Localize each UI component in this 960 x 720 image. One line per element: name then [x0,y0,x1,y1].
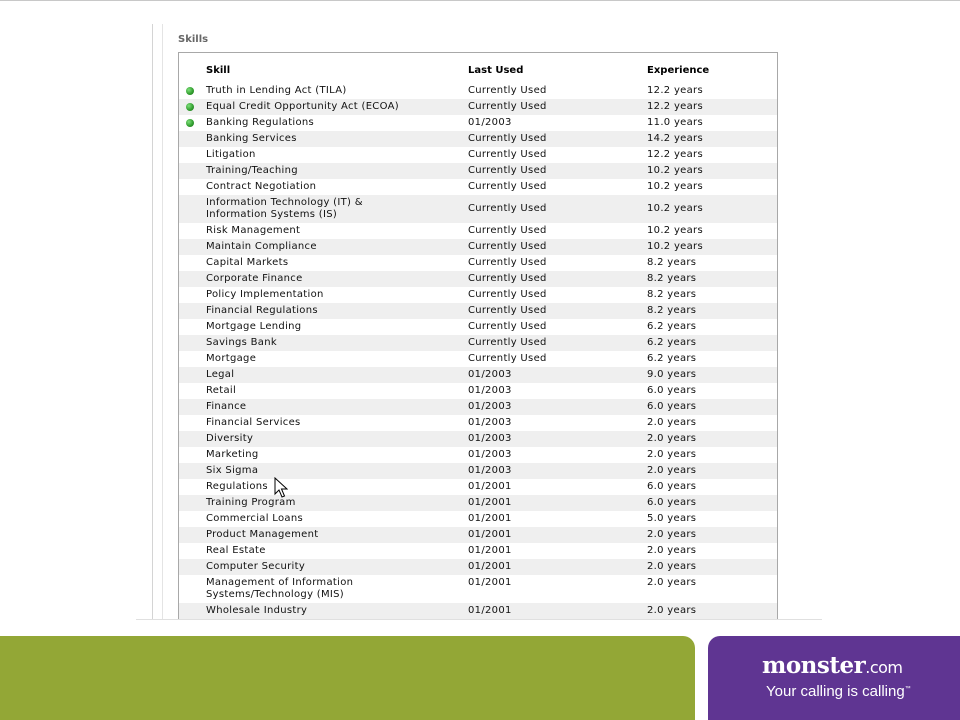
table-row [179,575,777,603]
skill-cell: Product Management [206,529,319,540]
last-used-cell: 01/2003 [468,417,512,428]
skill-cell: Diversity [206,433,254,444]
experience-cell: 6.0 years [647,497,697,508]
table-row [179,399,777,415]
frame-top-line [0,0,960,1]
experience-cell: 6.0 years [647,401,697,412]
table-row [179,99,777,115]
experience-cell: 5.0 years [647,513,697,524]
table-row [179,367,777,383]
experience-cell: 6.2 years [647,353,697,364]
table-row [179,351,777,367]
last-used-cell: Currently Used [468,133,547,144]
table-row [179,195,777,223]
skill-cell: Banking Regulations [206,117,315,128]
table-row [179,319,777,335]
table-row [179,479,777,495]
experience-cell: 9.0 years [647,369,697,380]
experience-cell: 10.2 years [647,181,703,192]
skill-cell: Retail [206,385,237,396]
last-used-cell: 01/2001 [468,605,512,616]
experience-cell: 11.0 years [647,117,703,128]
last-used-cell: Currently Used [468,203,547,214]
experience-cell: 8.2 years [647,257,697,268]
mouse-pointer-icon [274,477,288,499]
section-title: Skills [178,34,209,45]
experience-cell: 6.2 years [647,337,697,348]
last-used-cell: Currently Used [468,289,547,300]
skill-cell: Mortgage [206,353,257,364]
table-row [179,163,777,179]
skill-cell: Wholesale Industry [206,605,308,616]
table-row [179,255,777,271]
skill-cell: Banking Services [206,133,297,144]
last-used-cell: Currently Used [468,241,547,252]
experience-cell: 2.0 years [647,529,697,540]
monster-logo [762,652,903,679]
last-used-cell: Currently Used [468,101,547,112]
last-used-cell: Currently Used [468,165,547,176]
trademark-mark: ™ [904,686,911,692]
last-used-cell: 01/2003 [468,465,512,476]
experience-cell: 8.2 years [647,305,697,316]
page-left-rule [152,24,153,620]
last-used-cell: 01/2003 [468,117,512,128]
table-row [179,511,777,527]
table-row [179,115,777,131]
page-bottom-rule [136,619,822,620]
last-used-cell: 01/2001 [468,561,512,572]
experience-cell: 2.0 years [647,545,697,556]
last-used-cell: 01/2003 [468,449,512,460]
experience-cell: 10.2 years [647,203,703,214]
green-dot-icon [186,87,194,95]
last-used-cell: Currently Used [468,181,547,192]
skill-cell: Real Estate [206,545,266,556]
skill-cell: Financial Services [206,417,301,428]
table-row [179,447,777,463]
experience-cell: 14.2 years [647,133,703,144]
table-row [179,147,777,163]
table-row [179,463,777,479]
green-dot-icon [186,119,194,127]
skill-cell: Legal [206,369,235,380]
table-row [179,603,777,619]
experience-cell: 8.2 years [647,289,697,300]
experience-cell: 6.0 years [647,481,697,492]
table-row [179,239,777,255]
skill-cell: Equal Credit Opportunity Act (ECOA) [206,101,399,112]
page-left-rule-inner [162,24,163,620]
last-used-cell: 01/2003 [468,401,512,412]
brand-tagline [766,683,911,700]
last-used-cell: Currently Used [468,149,547,160]
experience-cell: 6.2 years [647,321,697,332]
experience-cell: 2.0 years [647,417,697,428]
skill-cell: Litigation [206,149,256,160]
skill-cell: Corporate Finance [206,273,303,284]
table-row [179,415,777,431]
last-used-cell: Currently Used [468,273,547,284]
last-used-cell: 01/2003 [468,385,512,396]
tagline-text: Your calling is calling [766,683,905,700]
last-used-cell: 01/2001 [468,481,512,492]
last-used-cell: 01/2003 [468,433,512,444]
last-used-cell: Currently Used [468,225,547,236]
skill-cell: Computer Security [206,561,306,572]
table-row [179,495,777,511]
last-used-cell: Currently Used [468,305,547,316]
table-body [179,83,777,619]
skill-cell: Capital Markets [206,257,289,268]
logo-wordmark: monster [762,652,866,679]
skill-cell: Truth in Lending Act (TILA) [206,85,347,96]
skill-cell: Contract Negotiation [206,181,317,192]
table-row [179,271,777,287]
skill-cell: Training Program [206,497,296,508]
table-row [179,527,777,543]
table-row [179,303,777,319]
skill-cell: Mortgage Lending [206,321,302,332]
experience-cell: 12.2 years [647,101,703,112]
last-used-cell: 01/2001 [468,529,512,540]
experience-cell: 12.2 years [647,85,703,96]
last-used-cell: Currently Used [468,353,547,364]
skill-cell: Financial Regulations [206,305,318,316]
last-used-cell: 01/2001 [468,513,512,524]
table-row [179,223,777,239]
skills-table [178,52,778,619]
last-used-cell: Currently Used [468,321,547,332]
header-skill: Skill [206,65,231,76]
last-used-cell: Currently Used [468,257,547,268]
skill-cell: Policy Implementation [206,289,324,300]
table-row [179,335,777,351]
table-row [179,131,777,147]
last-used-cell: Currently Used [468,337,547,348]
skill-cell: Finance [206,401,247,412]
table-row [179,383,777,399]
experience-cell: 2.0 years [647,465,697,476]
skill-cell: Savings Bank [206,337,277,348]
experience-cell: 2.0 years [647,433,697,444]
skill-cell: Six Sigma [206,465,259,476]
skill-cell: Information Technology (IT) & Information Systems (IS) [206,197,363,220]
table-row [179,543,777,559]
skill-cell: Commercial Loans [206,513,303,524]
footer-brand-panel [708,636,960,720]
experience-cell: 2.0 years [647,449,697,460]
skill-cell: Management of Information Systems/Technology (MIS) [206,577,354,600]
header-experience: Experience [647,65,710,76]
experience-cell: 10.2 years [647,241,703,252]
last-used-cell: Currently Used [468,85,547,96]
skill-cell: Risk Management [206,225,301,236]
footer-green-bar [0,636,695,720]
experience-cell: 8.2 years [647,273,697,284]
skill-cell: Regulations [206,481,268,492]
last-used-cell: 01/2003 [468,369,512,380]
experience-cell: 6.0 years [647,385,697,396]
table-row [179,287,777,303]
last-used-cell: 01/2001 [468,497,512,508]
last-used-cell: 01/2001 [468,545,512,556]
last-used-cell: 01/2001 [468,577,512,588]
experience-cell: 2.0 years [647,577,697,588]
table-row [179,179,777,195]
skill-cell: Marketing [206,449,259,460]
green-dot-icon [186,103,194,111]
experience-cell: 10.2 years [647,225,703,236]
skill-cell: Training/Teaching [206,165,298,176]
table-row [179,431,777,447]
table-row [179,559,777,575]
experience-cell: 2.0 years [647,561,697,572]
logo-domain: .com [865,658,903,677]
experience-cell: 2.0 years [647,605,697,616]
header-last-used: Last Used [468,65,524,76]
skill-cell: Maintain Compliance [206,241,317,252]
experience-cell: 12.2 years [647,149,703,160]
experience-cell: 10.2 years [647,165,703,176]
table-row [179,83,777,99]
table-header [179,65,777,79]
